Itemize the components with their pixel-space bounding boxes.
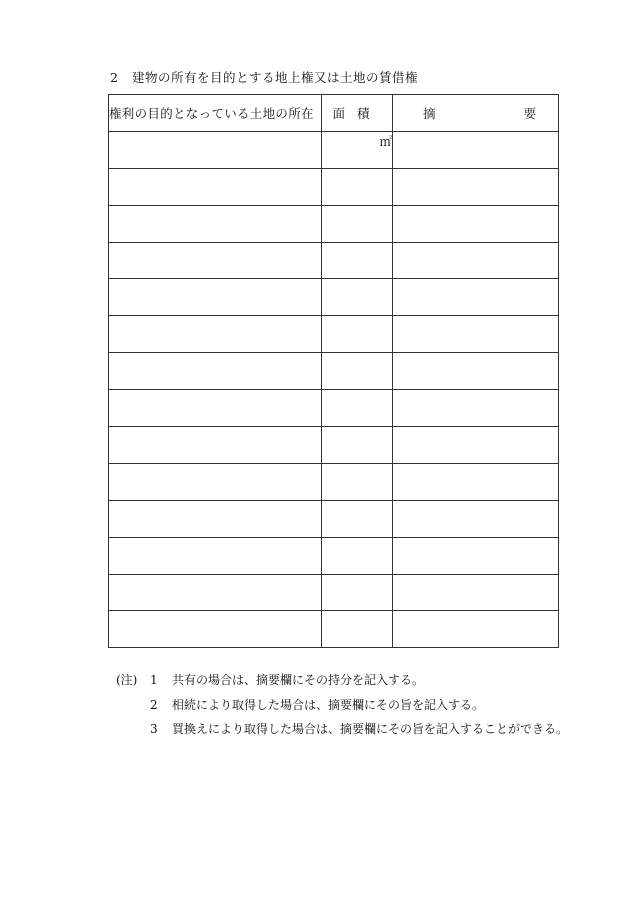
- cell-area[interactable]: [322, 168, 393, 205]
- cell-area[interactable]: [322, 611, 393, 648]
- cell-area[interactable]: [322, 242, 393, 279]
- table-row: [109, 611, 559, 648]
- cell-area[interactable]: [322, 279, 393, 316]
- table-row: [109, 205, 559, 242]
- cell-area[interactable]: [322, 574, 393, 611]
- cell-remarks[interactable]: [393, 242, 559, 279]
- cell-area[interactable]: [322, 353, 393, 390]
- header-area-label: 面積: [332, 105, 382, 121]
- cell-location[interactable]: [109, 427, 322, 464]
- cell-remarks[interactable]: [393, 316, 559, 353]
- cell-location[interactable]: [109, 390, 322, 427]
- cell-location[interactable]: [109, 500, 322, 537]
- cell-remarks[interactable]: [393, 537, 559, 574]
- cell-area[interactable]: [322, 205, 393, 242]
- note-text: 共有の場合は、摘要欄にその持分を記入する。: [172, 673, 425, 687]
- cell-remarks[interactable]: [393, 279, 559, 316]
- note-text: 相続により取得した場合は、摘要欄にその旨を記入する。: [172, 697, 485, 712]
- section-heading: [110, 68, 418, 86]
- cell-location[interactable]: [109, 611, 322, 648]
- cell-area[interactable]: [322, 537, 393, 574]
- note-text: 買換えにより取得した場合は、摘要欄にその旨を記入することができる。: [172, 722, 569, 736]
- table-body: [109, 131, 559, 647]
- note-number: 3: [150, 722, 158, 736]
- cell-area[interactable]: [322, 316, 393, 353]
- cell-remarks[interactable]: [393, 168, 559, 205]
- cell-location[interactable]: [109, 353, 322, 390]
- cell-location[interactable]: [109, 242, 322, 279]
- leasehold-table: [108, 94, 559, 648]
- cell-remarks[interactable]: [393, 611, 559, 648]
- cell-location[interactable]: [109, 205, 322, 242]
- section-title: 建物の所有を目的とする地上権又は土地の賃借権: [132, 70, 419, 85]
- cell-area[interactable]: [322, 463, 393, 500]
- cell-area[interactable]: [322, 390, 393, 427]
- cell-area[interactable]: [322, 427, 393, 464]
- cell-location[interactable]: [109, 537, 322, 574]
- table-row: [109, 131, 559, 168]
- header-remarks: [393, 95, 559, 132]
- table-row: [109, 427, 559, 464]
- table-row: [109, 168, 559, 205]
- cell-area[interactable]: [322, 500, 393, 537]
- cell-location[interactable]: [109, 279, 322, 316]
- note-item: [116, 668, 568, 693]
- table-row: [109, 353, 559, 390]
- section-number: 2: [110, 70, 119, 85]
- cell-remarks[interactable]: [393, 463, 559, 500]
- cell-location[interactable]: [109, 574, 322, 611]
- cell-location[interactable]: [109, 131, 322, 168]
- notes: [116, 668, 568, 742]
- header-location: 権利の目的となっている土地の所在: [109, 95, 322, 132]
- cell-remarks[interactable]: [393, 500, 559, 537]
- table-row: [109, 242, 559, 279]
- header-area: [322, 95, 393, 132]
- cell-location[interactable]: [109, 168, 322, 205]
- cell-remarks[interactable]: [393, 427, 559, 464]
- table-row: [109, 390, 559, 427]
- note-item: [116, 717, 568, 742]
- table-row: [109, 279, 559, 316]
- table-header-row: [109, 95, 559, 132]
- table-row: [109, 500, 559, 537]
- cell-remarks[interactable]: [393, 205, 559, 242]
- table-row: [109, 463, 559, 500]
- note-number: 1: [150, 673, 158, 687]
- cell-remarks[interactable]: [393, 131, 559, 168]
- cell-remarks[interactable]: [393, 574, 559, 611]
- table-row: [109, 574, 559, 611]
- cell-remarks[interactable]: [393, 353, 559, 390]
- note-number: 2: [150, 697, 158, 712]
- cell-remarks[interactable]: [393, 390, 559, 427]
- cell-area[interactable]: ㎡: [322, 131, 393, 168]
- cell-location[interactable]: [109, 316, 322, 353]
- header-remarks-char-1: 摘: [423, 105, 436, 121]
- note-item: [116, 693, 568, 718]
- table-row: [109, 316, 559, 353]
- header-remarks-char-2: 要: [523, 105, 537, 121]
- cell-location[interactable]: [109, 463, 322, 500]
- table-row: [109, 537, 559, 574]
- notes-label: (注): [116, 673, 138, 687]
